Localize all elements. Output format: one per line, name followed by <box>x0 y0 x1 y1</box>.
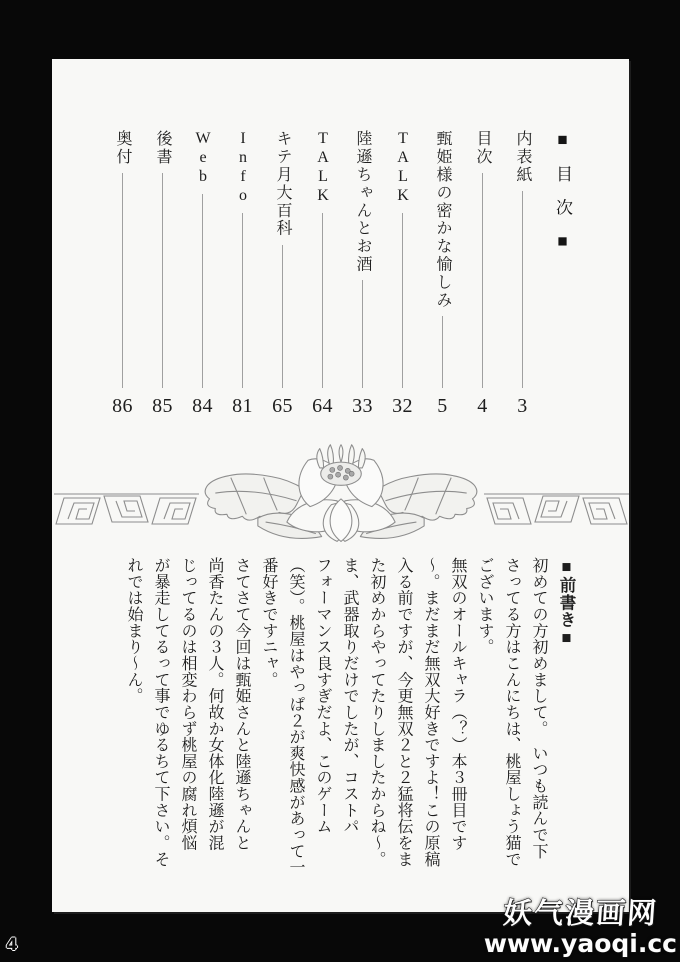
corner-page-number: 4 <box>6 935 18 955</box>
toc-entry <box>430 130 455 418</box>
toc-page-title: ■目次■ <box>553 130 572 267</box>
toc-entry-title: Info <box>234 130 252 206</box>
toc-leader-line <box>522 191 523 388</box>
preface-line: 無双のオールキャラ（？）本３冊目です <box>449 557 466 851</box>
toc-entry <box>470 130 495 418</box>
preface-line: さってる方はこんにちは、桃屋しょう猫で <box>503 557 520 868</box>
toc-entry-title: 奥付 <box>114 130 131 166</box>
watermark <box>484 900 677 956</box>
toc-leader-line <box>482 173 483 388</box>
preface-line: れでは始まり〜ん。 <box>125 557 142 704</box>
toc-entry-title: TALK <box>394 130 412 206</box>
watermark-site-name: 妖气漫画网 <box>501 898 660 930</box>
preface-line: 初めての方初めまして。 いつも読んで下 <box>530 557 547 860</box>
toc-entry-page-number: 4 <box>477 395 488 417</box>
toc-entry <box>150 130 175 418</box>
preface-line: ございます。 <box>476 557 493 655</box>
preface-line: さてさて今回は甄姫さんと陸遜ちゃんと <box>233 557 250 851</box>
toc-leader-line <box>322 213 323 388</box>
toc-entry-title: 甄姫様の密かな愉しみ <box>434 130 451 310</box>
toc-entry-page-number: 3 <box>517 395 528 417</box>
preface-line: が暴走してるって事でゆるちて下さい。そ <box>152 557 169 868</box>
toc-entry-page-number: 64 <box>312 395 333 417</box>
toc-leader-line <box>362 280 363 388</box>
greek-key-right-icon <box>484 493 629 527</box>
lotus-ornament-icon <box>196 443 486 547</box>
toc-entry <box>350 130 375 418</box>
toc-entry-title: TALK <box>314 130 332 206</box>
toc-entry <box>230 130 255 418</box>
preface-header: ■前書き■ <box>557 557 576 648</box>
toc-entry-page-number: 81 <box>232 395 253 417</box>
toc-leader-line <box>162 173 163 388</box>
toc-leader-line <box>442 316 443 388</box>
preface-line: （笑）。桃屋はやっぱ２が爽快感があって一 <box>287 557 304 876</box>
preface-line: じってるのは相変わらず桃屋の腐れ煩悩 <box>179 557 196 851</box>
toc-entry-page-number: 32 <box>392 395 413 417</box>
toc-entry-title: 陸遜ちゃんとお酒 <box>354 130 371 274</box>
toc-entry-page-number: 5 <box>437 395 448 417</box>
preface-line: 〜。まだまだ無双大好きですよ！この原稿 <box>422 557 439 868</box>
toc-entry-page-number: 33 <box>352 395 373 417</box>
ornament-band <box>52 443 629 547</box>
toc-entry-title: 目次 <box>474 130 491 166</box>
toc-entry-title: 後書 <box>154 130 171 166</box>
preface-line: 番好きですニャ。 <box>260 557 277 688</box>
toc-leader-line <box>242 213 243 388</box>
preface-line: 尚香たんの３人。何故か女体化陸遜が混 <box>206 557 223 851</box>
toc-entry-title: 内表紙 <box>514 130 531 184</box>
toc-entry <box>190 130 215 418</box>
watermark-site-url: www.yaoqi.cc <box>483 929 677 958</box>
toc-entry <box>510 130 535 418</box>
toc-entry <box>270 130 295 418</box>
toc-entry-title: キテ月大百科 <box>274 130 291 238</box>
toc-entry <box>310 130 335 418</box>
toc-entry-page-number: 65 <box>272 395 293 417</box>
preface-line: 入る前ですが、今更無双２と２猛将伝をま <box>395 557 412 868</box>
toc-entry-title: Web <box>194 130 212 187</box>
toc-entry <box>390 130 415 418</box>
preface-line: フォーマンス良すぎだよ、このゲーム <box>314 557 331 835</box>
greek-key-left-icon <box>54 493 199 527</box>
preface-line: た初めからやってたりしましたからね〜。 <box>368 557 385 868</box>
toc-leader-line <box>202 194 203 388</box>
preface-line: ま、武器取りだけでしたが、コストパ <box>341 557 358 835</box>
preface-section <box>123 557 575 899</box>
toc-leader-line <box>402 213 403 388</box>
toc-entry <box>110 130 135 418</box>
toc-entry-page-number: 86 <box>112 395 133 417</box>
toc-entry-page-number: 85 <box>152 395 173 417</box>
doujinshi-page <box>52 59 629 912</box>
toc-leader-line <box>282 245 283 388</box>
toc-leader-line <box>122 173 123 388</box>
toc-entry-page-number: 84 <box>192 395 213 417</box>
toc-section <box>105 130 575 418</box>
